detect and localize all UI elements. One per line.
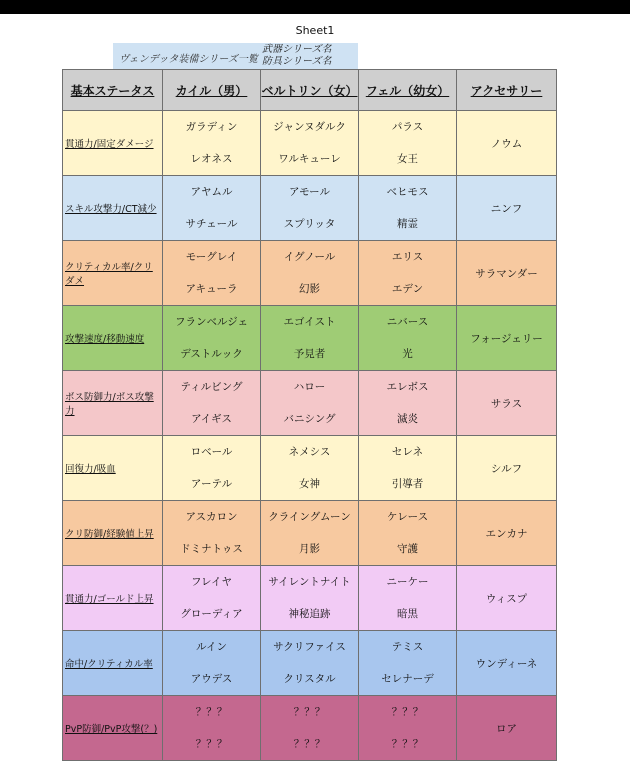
armor-series-name: クリスタル xyxy=(283,673,336,685)
stat-cell xyxy=(63,111,163,176)
weapon-series-name: フランベルジェ xyxy=(174,316,249,328)
header-bertrin-label: ベルトリン（女） xyxy=(261,83,358,98)
c1-cell xyxy=(163,371,261,436)
accessory-cell xyxy=(457,176,557,241)
c3-cell xyxy=(359,436,457,501)
stat-cell xyxy=(63,631,163,696)
c2-cell xyxy=(261,631,359,696)
accessory-cell xyxy=(457,501,557,566)
weapon-series-name: サイレントナイト xyxy=(268,576,351,588)
c3-cell xyxy=(359,111,457,176)
caption-weapon-series: 武器シリーズ名 xyxy=(262,44,332,55)
c2-cell xyxy=(261,696,359,761)
accessory-cell xyxy=(457,566,557,631)
stat-cell xyxy=(63,696,163,761)
accessory-cell xyxy=(457,241,557,306)
weapon-series-name: フレイヤ xyxy=(190,576,233,588)
weapon-series-name: ニバース xyxy=(386,316,429,328)
accessory-name: ニンフ xyxy=(490,202,523,215)
weapon-series-name: ハロー xyxy=(293,381,326,393)
c1-cell xyxy=(163,631,261,696)
armor-series-name: ワルキューレ xyxy=(278,153,341,165)
stat-label: 命中/クリティカル率 xyxy=(65,659,153,670)
armor-series-name: レオネス xyxy=(190,153,233,165)
c2-cell xyxy=(261,241,359,306)
weapon-series-name: ？？？ xyxy=(293,706,326,718)
c2-cell xyxy=(261,371,359,436)
weapon-series-name: ベヒモス xyxy=(386,186,429,198)
header-accessory xyxy=(457,70,557,111)
armor-series-name: 精霊 xyxy=(397,218,418,230)
armor-series-name: 月影 xyxy=(299,543,320,555)
c1-cell xyxy=(163,501,261,566)
table-row xyxy=(63,111,557,176)
armor-series-name: ？？？ xyxy=(391,738,424,750)
stat-label: PvP防御/PvP攻撃(？) xyxy=(65,724,158,735)
weapon-series-name: ティルビング xyxy=(180,381,243,393)
c3-cell xyxy=(359,176,457,241)
caption-legend xyxy=(262,44,332,68)
sheet-title: Sheet1 xyxy=(295,24,335,37)
armor-series-name: 予見者 xyxy=(293,348,326,360)
armor-series-name: エデン xyxy=(391,283,424,295)
accessory-name: ノウム xyxy=(490,137,523,150)
stat-label: クリティカル率/クリダメ xyxy=(65,262,153,287)
stat-label: 貫通力/ゴールド上昇 xyxy=(65,594,154,605)
accessory-cell xyxy=(457,306,557,371)
c1-cell xyxy=(163,566,261,631)
c3-cell xyxy=(359,371,457,436)
table-row xyxy=(63,176,557,241)
table-row xyxy=(63,306,557,371)
armor-series-name: 神秘追跡 xyxy=(288,608,331,620)
armor-series-name: ドミナトゥス xyxy=(180,543,243,555)
c2-cell xyxy=(261,501,359,566)
table-row xyxy=(63,436,557,501)
armor-series-name: ？？？ xyxy=(195,738,228,750)
weapon-series-name: エゴイスト xyxy=(283,316,336,328)
weapon-series-name: ？？？ xyxy=(391,706,424,718)
weapon-series-name: エリス xyxy=(391,251,424,263)
armor-series-name: 滅炎 xyxy=(397,413,418,425)
weapon-series-name: アスカロン xyxy=(185,511,238,523)
stat-label: 貫通力/固定ダメージ xyxy=(65,139,154,150)
header-row xyxy=(63,70,557,111)
table-row xyxy=(63,241,557,306)
stat-cell xyxy=(63,241,163,306)
stat-label: 回復力/吸血 xyxy=(65,464,116,475)
c3-cell xyxy=(359,241,457,306)
weapon-series-name: エレボス xyxy=(386,381,429,393)
c1-cell xyxy=(163,241,261,306)
caption-armor-series: 防具シリーズ名 xyxy=(262,56,332,67)
weapon-series-name: アヤムル xyxy=(190,186,233,198)
weapon-series-name: クライングムーン xyxy=(268,511,351,523)
accessory-name: エンカナ xyxy=(485,527,528,540)
accessory-cell xyxy=(457,436,557,501)
table-row xyxy=(63,696,557,761)
header-bertrin xyxy=(261,70,359,111)
accessory-name: フォージェリー xyxy=(470,332,543,345)
weapon-series-name: ルイン xyxy=(196,641,227,653)
accessory-name: シルフ xyxy=(490,462,523,475)
c1-cell xyxy=(163,436,261,501)
weapon-series-name: テミス xyxy=(391,641,424,653)
armor-series-name: 幻影 xyxy=(299,283,320,295)
c2-cell xyxy=(261,111,359,176)
stat-cell xyxy=(63,501,163,566)
c2-cell xyxy=(261,306,359,371)
weapon-series-name: ニーケー xyxy=(386,576,429,588)
c1-cell xyxy=(163,696,261,761)
header-stat-label: 基本ステータス xyxy=(70,83,155,98)
armor-series-name: セレナーデ xyxy=(381,673,434,685)
armor-series-name: 女王 xyxy=(397,153,418,165)
header-fel xyxy=(359,70,457,111)
weapon-series-name: ？？？ xyxy=(195,706,228,718)
c1-cell xyxy=(163,306,261,371)
armor-series-name: アイギス xyxy=(191,413,232,425)
accessory-name: ロア xyxy=(496,722,517,735)
stat-label: 攻撃速度/移動速度 xyxy=(65,334,145,345)
accessory-cell xyxy=(457,111,557,176)
armor-series-name: アキューラ xyxy=(185,283,238,295)
armor-series-name: ？？？ xyxy=(293,738,326,750)
stat-cell xyxy=(63,176,163,241)
armor-series-name: スプリッタ xyxy=(283,218,336,230)
c3-cell xyxy=(359,501,457,566)
header-accessory-label: アクセサリー xyxy=(470,83,543,98)
c1-cell xyxy=(163,111,261,176)
weapon-series-name: ロベール xyxy=(190,446,233,458)
header-kyle xyxy=(163,70,261,111)
weapon-series-name: モーグレイ xyxy=(185,251,238,263)
armor-series-name: 光 xyxy=(402,348,413,360)
accessory-cell xyxy=(457,631,557,696)
top-bar xyxy=(0,0,630,14)
header-kyle-label: カイル（男） xyxy=(175,83,248,98)
armor-series-name: デストルック xyxy=(180,348,243,360)
weapon-series-name: パラス xyxy=(391,121,424,133)
armor-series-name: 暗黒 xyxy=(397,608,418,620)
c1-cell xyxy=(163,176,261,241)
accessory-cell xyxy=(457,371,557,436)
stat-label: クリ防御/経験値上昇 xyxy=(65,529,154,540)
weapon-series-name: イグノール xyxy=(283,251,336,263)
table-row xyxy=(63,501,557,566)
header-fel-label: フェル（幼女） xyxy=(365,83,450,98)
weapon-series-name: アモール xyxy=(289,186,330,198)
accessory-name: サラス xyxy=(490,397,523,410)
weapon-series-name: ネメシス xyxy=(288,446,331,458)
c3-cell xyxy=(359,631,457,696)
c3-cell xyxy=(359,306,457,371)
c2-cell xyxy=(261,566,359,631)
armor-series-name: 引導者 xyxy=(391,478,424,490)
accessory-cell xyxy=(457,696,557,761)
table-row xyxy=(63,566,557,631)
accessory-name: ウンディーネ xyxy=(475,657,538,670)
c2-cell xyxy=(261,176,359,241)
weapon-series-name: サクリファイス xyxy=(273,641,346,653)
armor-series-name: グローディア xyxy=(180,608,243,620)
accessory-name: ウィスプ xyxy=(485,592,528,605)
weapon-series-name: セレネ xyxy=(391,446,424,458)
stat-cell xyxy=(63,566,163,631)
caption-box xyxy=(113,43,358,69)
stat-cell xyxy=(63,306,163,371)
weapon-series-name: ジャンヌダルク xyxy=(273,121,346,133)
stat-label: スキル攻撃力/CT減少 xyxy=(65,204,157,215)
weapon-series-name: ガラディン xyxy=(185,121,238,133)
c3-cell xyxy=(359,696,457,761)
header-stat xyxy=(63,70,163,111)
stat-cell xyxy=(63,371,163,436)
armor-series-name: アウデス xyxy=(190,673,233,685)
table-row xyxy=(63,631,557,696)
c2-cell xyxy=(261,436,359,501)
stat-cell xyxy=(63,436,163,501)
equipment-table xyxy=(62,69,557,761)
armor-series-name: アーテル xyxy=(190,478,233,490)
c3-cell xyxy=(359,566,457,631)
armor-series-name: 女神 xyxy=(299,478,320,490)
armor-series-name: バニシング xyxy=(283,413,336,425)
stat-label: ボス防御力/ボス攻撃力 xyxy=(65,392,154,417)
armor-series-name: サチェール xyxy=(185,218,238,230)
weapon-series-name: ケレース xyxy=(386,511,429,523)
caption-title: ヴェンデッタ装備シリーズ一覧 xyxy=(119,54,258,65)
accessory-name: サラマンダー xyxy=(475,267,538,280)
armor-series-name: 守護 xyxy=(397,543,418,555)
table-row xyxy=(63,371,557,436)
